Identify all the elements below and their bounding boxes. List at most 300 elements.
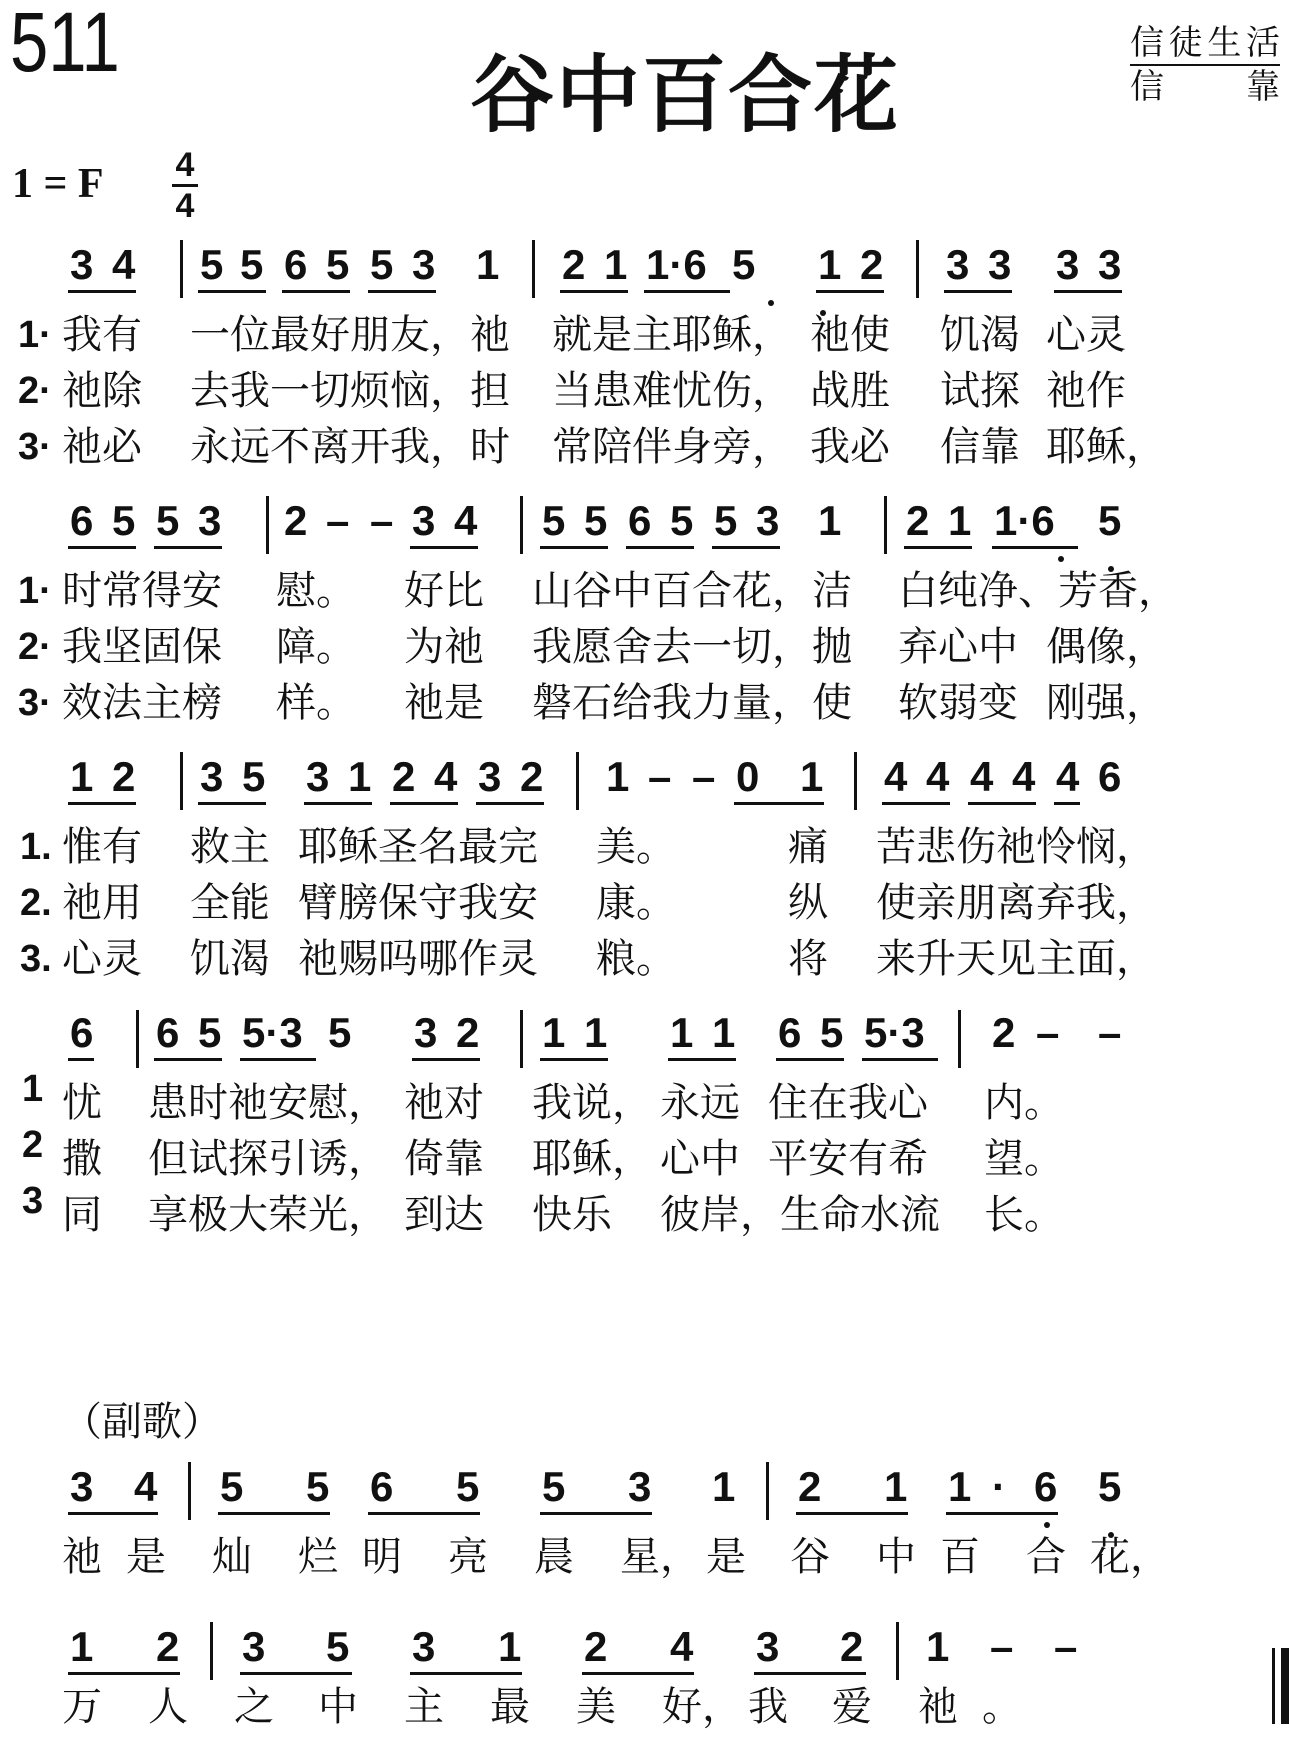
beam bbox=[68, 802, 136, 805]
note: 5 bbox=[306, 1463, 330, 1510]
notation-line-2 bbox=[0, 494, 1290, 548]
note: 5 bbox=[326, 1623, 350, 1670]
note: 5 bbox=[240, 241, 264, 288]
note: 5 bbox=[456, 1463, 480, 1510]
beam bbox=[540, 1512, 652, 1515]
lyric-verse-2 bbox=[0, 1124, 1290, 1186]
note: – bbox=[990, 1623, 1014, 1670]
lyric: 好比 bbox=[404, 568, 484, 614]
lyric-verse-1 bbox=[0, 308, 1290, 362]
note: 3 bbox=[412, 241, 436, 288]
lyric-verse-3 bbox=[0, 1180, 1290, 1242]
note: 6 bbox=[156, 1009, 180, 1056]
note: 5 bbox=[1098, 1463, 1122, 1510]
note: 4 bbox=[434, 753, 458, 800]
lyric: 祂必 bbox=[62, 424, 142, 470]
lyric: 星， bbox=[620, 1534, 700, 1580]
lyric: 心灵 bbox=[1046, 312, 1126, 358]
beam bbox=[240, 1672, 352, 1675]
note: 3 bbox=[1056, 241, 1080, 288]
lyric-verse-3 bbox=[0, 420, 1290, 474]
note: 1 bbox=[926, 1623, 950, 1670]
lyric: 我有 bbox=[62, 312, 142, 358]
lyric: 我愿舍去一切，抛 bbox=[532, 624, 852, 670]
note: 6 bbox=[70, 1009, 94, 1056]
note: 5 bbox=[220, 1463, 244, 1510]
lyric: 享极大荣光， bbox=[148, 1192, 388, 1238]
beam bbox=[540, 1058, 608, 1061]
beam bbox=[368, 1512, 480, 1515]
lyric: 白纯净、芳香， bbox=[898, 568, 1178, 614]
beam bbox=[946, 1512, 1058, 1515]
lyric: 忧 bbox=[62, 1080, 102, 1126]
barline bbox=[766, 1462, 769, 1520]
hymn-number: 511 bbox=[10, 0, 120, 89]
note: 4 bbox=[970, 753, 994, 800]
note: 1 bbox=[712, 1463, 736, 1510]
lyric: 常陪伴身旁， bbox=[552, 424, 792, 470]
lyric: 好， bbox=[662, 1684, 742, 1730]
lyric-verse-2 bbox=[0, 364, 1290, 418]
lyric: 纵 bbox=[788, 880, 828, 926]
time-signature-bottom: 4 bbox=[175, 187, 195, 225]
lyric: 中 bbox=[318, 1684, 358, 1730]
note: 1·6 bbox=[646, 241, 707, 288]
note: 5 bbox=[820, 1009, 844, 1056]
beam bbox=[944, 290, 1012, 293]
lyric: 苦悲伤祂怜悯， bbox=[876, 824, 1156, 870]
note: 5·3 bbox=[242, 1009, 303, 1056]
lyric: 痛 bbox=[788, 824, 828, 870]
note: 5 bbox=[370, 241, 394, 288]
beam bbox=[540, 546, 608, 549]
lyric: 软弱变 bbox=[898, 680, 1018, 726]
note: 2 bbox=[284, 497, 308, 544]
lyric: 磐石给我力量，使 bbox=[532, 680, 852, 726]
note: 5 bbox=[670, 497, 694, 544]
note: 3 bbox=[988, 241, 1012, 288]
note: 1 bbox=[70, 1623, 94, 1670]
note: 5 bbox=[242, 753, 266, 800]
lyric-verse-3 bbox=[0, 676, 1290, 730]
note: 1 bbox=[670, 1009, 694, 1056]
lyric: 惟有 bbox=[62, 824, 142, 870]
note: 5 bbox=[584, 497, 608, 544]
beam bbox=[68, 1058, 94, 1061]
lyric: 障。 bbox=[276, 624, 356, 670]
lyric-verse-3 bbox=[0, 932, 1290, 986]
beam bbox=[154, 1058, 222, 1061]
lyric: 当患难忧伤， bbox=[552, 368, 792, 414]
note: 0 bbox=[736, 753, 760, 800]
lyric-verse-1 bbox=[0, 820, 1290, 874]
lyric: 倚靠 bbox=[404, 1136, 484, 1182]
note: 4 bbox=[670, 1623, 694, 1670]
note: – bbox=[1054, 1623, 1078, 1670]
lyric: 长。 bbox=[984, 1192, 1064, 1238]
chorus-notation-line-2 bbox=[0, 1620, 1290, 1674]
barline bbox=[520, 1010, 523, 1068]
verse-number: 2· bbox=[18, 370, 52, 412]
lyric: 是 bbox=[126, 1534, 166, 1580]
lyric: 主 bbox=[404, 1684, 444, 1730]
source-line-2: 信 靠 bbox=[1130, 67, 1280, 107]
beam bbox=[626, 546, 694, 549]
note: 2 bbox=[584, 1623, 608, 1670]
verse-number: 1 bbox=[22, 1068, 44, 1110]
note: 2 bbox=[562, 241, 586, 288]
note: 6 bbox=[628, 497, 652, 544]
beam bbox=[154, 546, 222, 549]
lyric: 明 bbox=[362, 1534, 402, 1580]
hymn-title: 谷中百合花 bbox=[469, 46, 900, 144]
beam bbox=[68, 1672, 180, 1675]
barline bbox=[958, 1010, 961, 1068]
barline bbox=[532, 240, 535, 298]
note: 1 bbox=[712, 1009, 736, 1056]
barline bbox=[180, 240, 183, 298]
note: 5 bbox=[1098, 497, 1122, 544]
beam bbox=[816, 290, 884, 293]
lyric: 。 bbox=[982, 1684, 1022, 1730]
low-octave-dot bbox=[1058, 556, 1064, 562]
lyric: 灿 bbox=[212, 1534, 252, 1580]
note: 3 bbox=[412, 497, 436, 544]
note: 2 bbox=[156, 1623, 180, 1670]
beam bbox=[754, 1672, 866, 1675]
lyric: 就是主耶稣， bbox=[552, 312, 792, 358]
beam bbox=[968, 802, 1036, 805]
beam bbox=[560, 290, 628, 293]
beam bbox=[582, 1672, 694, 1675]
beam bbox=[282, 290, 350, 293]
note: 6 bbox=[1098, 753, 1122, 800]
barline bbox=[576, 752, 579, 810]
beam bbox=[68, 290, 136, 293]
note: 3 bbox=[946, 241, 970, 288]
note: 3 bbox=[198, 497, 222, 544]
chorus-lyrics-line-2 bbox=[0, 1680, 1290, 1734]
lyric: 快乐 bbox=[532, 1192, 612, 1238]
time-signature bbox=[172, 148, 198, 223]
note: – bbox=[648, 753, 672, 800]
lyric: 我必 bbox=[810, 424, 890, 470]
beam bbox=[410, 1672, 522, 1675]
lyric: 战胜 bbox=[810, 368, 890, 414]
lyric-verse-2 bbox=[0, 620, 1290, 674]
beam bbox=[390, 802, 458, 805]
barline bbox=[136, 1010, 139, 1068]
beam bbox=[304, 802, 372, 805]
barline bbox=[896, 1622, 899, 1680]
lyric: 撒 bbox=[62, 1136, 102, 1182]
note: 1 bbox=[584, 1009, 608, 1056]
lyric: 祂是 bbox=[404, 680, 484, 726]
beam bbox=[796, 1512, 908, 1515]
note: 5 bbox=[112, 497, 136, 544]
note: 2 bbox=[520, 753, 544, 800]
note: 4 bbox=[134, 1463, 158, 1510]
note: 3 bbox=[200, 753, 224, 800]
beam bbox=[882, 802, 950, 805]
note: 1 bbox=[884, 1463, 908, 1510]
lyric: 全能 bbox=[190, 880, 270, 926]
note: 3 bbox=[70, 241, 94, 288]
lyric: 耶稣， bbox=[532, 1136, 652, 1182]
lyric: 将 bbox=[788, 936, 828, 982]
lyric: 永远不离开我，时 bbox=[190, 424, 510, 470]
note: 5 bbox=[714, 497, 738, 544]
note: 4 bbox=[112, 241, 136, 288]
lyric: 饥渴 bbox=[190, 936, 270, 982]
note: 5 bbox=[198, 1009, 222, 1056]
lyric: 去我一切烦恼，担 bbox=[190, 368, 510, 414]
note: 6 bbox=[284, 241, 308, 288]
lyric: 祂 bbox=[62, 1534, 102, 1580]
beam bbox=[776, 1058, 844, 1061]
beam bbox=[668, 1058, 736, 1061]
note: – bbox=[370, 497, 394, 544]
beam bbox=[712, 546, 780, 549]
source-credit bbox=[1130, 22, 1280, 108]
beam bbox=[198, 290, 266, 293]
note: 6 bbox=[70, 497, 94, 544]
chorus-notation-line-1 bbox=[0, 1460, 1290, 1514]
lyric: 粮。 bbox=[596, 936, 676, 982]
lyric: 样。 bbox=[276, 680, 356, 726]
beam bbox=[904, 546, 972, 549]
lyric: 祂对 bbox=[404, 1080, 484, 1126]
lyric: 刚强， bbox=[1046, 680, 1166, 726]
verse-number: 1· bbox=[18, 314, 52, 356]
beam bbox=[368, 290, 436, 293]
lyric: 山谷中百合花，洁 bbox=[532, 568, 852, 614]
note: 3 bbox=[478, 753, 502, 800]
note: – bbox=[692, 753, 716, 800]
notation-line-3 bbox=[0, 750, 1290, 804]
beam bbox=[198, 802, 266, 805]
lyric: 美。 bbox=[596, 824, 676, 870]
lyric: 合 bbox=[1026, 1534, 1066, 1580]
note: 2 bbox=[798, 1463, 822, 1510]
beam bbox=[68, 546, 136, 549]
note: 3 bbox=[628, 1463, 652, 1510]
lyric: 为祂 bbox=[404, 624, 484, 670]
beam bbox=[68, 1512, 158, 1515]
low-octave-dot bbox=[768, 300, 774, 306]
note: 5 bbox=[156, 497, 180, 544]
note: 2 bbox=[860, 241, 884, 288]
note: 6 bbox=[370, 1463, 394, 1510]
chorus-lyrics-line-1 bbox=[0, 1530, 1290, 1584]
note: 1 bbox=[604, 241, 628, 288]
note: 1 bbox=[498, 1623, 522, 1670]
lyric: 谷 bbox=[790, 1534, 830, 1580]
lyric: 心中 bbox=[660, 1136, 740, 1182]
lyric: 住在我心 bbox=[768, 1080, 928, 1126]
lyric: 永远 bbox=[660, 1080, 740, 1126]
lyric: 人 bbox=[148, 1684, 188, 1730]
note: 2 bbox=[992, 1009, 1016, 1056]
note: 5 bbox=[326, 241, 350, 288]
lyric: 亮 bbox=[448, 1534, 488, 1580]
barline bbox=[854, 752, 857, 810]
lyric: 慰。 bbox=[276, 568, 356, 614]
verse-number: 2. bbox=[20, 882, 52, 924]
beam bbox=[644, 290, 730, 293]
note: – bbox=[1098, 1009, 1122, 1056]
lyric: 我 bbox=[748, 1684, 788, 1730]
note: 1 bbox=[476, 241, 500, 288]
note: 2 bbox=[906, 497, 930, 544]
lyric: 烂 bbox=[298, 1534, 338, 1580]
note: 3 bbox=[1098, 241, 1122, 288]
lyric: 耶稣， bbox=[1046, 424, 1166, 470]
beam bbox=[412, 1058, 480, 1061]
lyric: 美 bbox=[576, 1684, 616, 1730]
beam bbox=[1054, 802, 1080, 805]
verse-number: 2· bbox=[18, 626, 52, 668]
note: 1 bbox=[542, 1009, 566, 1056]
note: 3 bbox=[756, 497, 780, 544]
lyric: 试探 bbox=[940, 368, 1020, 414]
verse-number: 3· bbox=[18, 682, 52, 724]
lyric: 祂赐吗哪作灵 bbox=[298, 936, 538, 982]
lyric: 晨 bbox=[534, 1534, 574, 1580]
lyric: 同 bbox=[62, 1192, 102, 1238]
verse-number: 1. bbox=[20, 826, 52, 868]
lyric: 心灵 bbox=[62, 936, 142, 982]
note: 1 bbox=[818, 241, 842, 288]
note: 5 bbox=[200, 241, 224, 288]
barline bbox=[188, 1462, 191, 1520]
lyric: 来升天见主面， bbox=[876, 936, 1156, 982]
note: 5·3 bbox=[864, 1009, 925, 1056]
low-octave-dot bbox=[1044, 1522, 1050, 1528]
barline bbox=[884, 496, 887, 554]
lyric: 爱 bbox=[832, 1684, 872, 1730]
note: 2 bbox=[112, 753, 136, 800]
beam bbox=[862, 1058, 938, 1061]
source-line-1: 信徒生活 bbox=[1130, 22, 1280, 66]
verse-number: 2 bbox=[22, 1124, 44, 1166]
lyric: 康。 bbox=[596, 880, 676, 926]
note: 1 bbox=[818, 497, 842, 544]
barline bbox=[916, 240, 919, 298]
lyric: 但试探引诱， bbox=[148, 1136, 388, 1182]
note: 5 bbox=[732, 241, 756, 288]
note: 1·6 bbox=[994, 497, 1055, 544]
lyric: 万 bbox=[62, 1684, 102, 1730]
lyric: 祂 bbox=[918, 1684, 958, 1730]
lyric: 之 bbox=[234, 1684, 274, 1730]
barline bbox=[520, 496, 523, 554]
note: 6 bbox=[1034, 1463, 1058, 1510]
lyric: 一位最好朋友，祂 bbox=[190, 312, 510, 358]
note: 2 bbox=[840, 1623, 864, 1670]
note: 5 bbox=[542, 1463, 566, 1510]
note: 4 bbox=[454, 497, 478, 544]
note: · bbox=[992, 1463, 1006, 1510]
note: 5 bbox=[542, 497, 566, 544]
time-signature-top: 4 bbox=[175, 146, 195, 184]
lyric: 耶稣圣名最完 bbox=[298, 824, 538, 870]
note: 1 bbox=[70, 753, 94, 800]
beam bbox=[240, 1058, 316, 1061]
note: 3 bbox=[70, 1463, 94, 1510]
lyric: 弃心中 bbox=[898, 624, 1018, 670]
lyric: 祂用 bbox=[62, 880, 142, 926]
notation-line-4 bbox=[0, 1006, 1290, 1060]
notation-line-1 bbox=[0, 238, 1290, 292]
note: 3 bbox=[414, 1009, 438, 1056]
lyric-verse-1 bbox=[0, 1068, 1290, 1130]
note: 4 bbox=[1012, 753, 1036, 800]
lyric: 到达 bbox=[404, 1192, 484, 1238]
beam bbox=[734, 802, 824, 805]
note: 3 bbox=[756, 1623, 780, 1670]
chorus-label: （副歌） bbox=[62, 1399, 222, 1445]
lyric: 平安有希 bbox=[768, 1136, 928, 1182]
lyric: 偶像， bbox=[1046, 624, 1166, 670]
verse-number: 3. bbox=[20, 938, 52, 980]
note: – bbox=[1036, 1009, 1060, 1056]
note: 3 bbox=[306, 753, 330, 800]
key-signature: 1 = F bbox=[12, 161, 104, 207]
note: 6 bbox=[778, 1009, 802, 1056]
barline bbox=[210, 1622, 213, 1680]
lyric: 内。 bbox=[984, 1080, 1064, 1126]
note: 5 bbox=[328, 1009, 352, 1056]
verse-number: 3· bbox=[18, 426, 52, 468]
note: 1 bbox=[348, 753, 372, 800]
note: 2 bbox=[456, 1009, 480, 1056]
lyric-verse-2 bbox=[0, 876, 1290, 930]
note: 2 bbox=[392, 753, 416, 800]
note: 4 bbox=[926, 753, 950, 800]
lyric: 我说， bbox=[532, 1080, 652, 1126]
lyric: 最 bbox=[490, 1684, 530, 1730]
lyric: 救主 bbox=[190, 824, 270, 870]
barline bbox=[180, 752, 183, 810]
lyric: 患时祂安慰， bbox=[148, 1080, 388, 1126]
note: 1 bbox=[800, 753, 824, 800]
beam bbox=[992, 546, 1078, 549]
note: 3 bbox=[412, 1623, 436, 1670]
lyric: 百 bbox=[940, 1534, 980, 1580]
lyric: 花， bbox=[1090, 1534, 1170, 1580]
verse-number: 1· bbox=[18, 570, 52, 612]
lyric: 信靠 bbox=[940, 424, 1020, 470]
lyric-verse-1 bbox=[0, 564, 1290, 618]
barline bbox=[266, 496, 269, 554]
lyric: 使亲朋离弃我， bbox=[876, 880, 1156, 926]
lyric: 望。 bbox=[984, 1136, 1064, 1182]
lyric: 我坚固保 bbox=[62, 624, 222, 670]
beam bbox=[410, 546, 478, 549]
note: 4 bbox=[884, 753, 908, 800]
note: – bbox=[326, 497, 350, 544]
note: 1 bbox=[948, 497, 972, 544]
beam bbox=[476, 802, 544, 805]
lyric: 彼岸，生命水流 bbox=[660, 1192, 940, 1238]
lyric: 祂作 bbox=[1046, 368, 1126, 414]
lyric: 臂膀保守我安 bbox=[298, 880, 538, 926]
beam bbox=[218, 1512, 330, 1515]
note: 3 bbox=[242, 1623, 266, 1670]
lyric: 中 bbox=[876, 1534, 916, 1580]
beam bbox=[1054, 290, 1122, 293]
